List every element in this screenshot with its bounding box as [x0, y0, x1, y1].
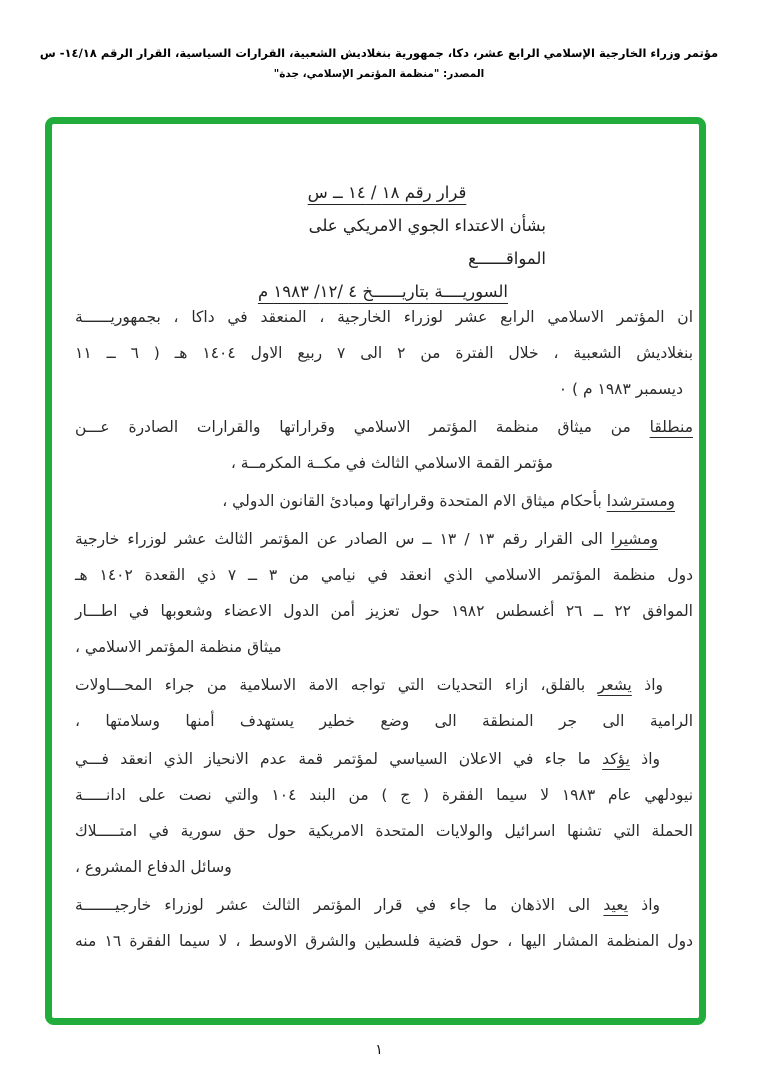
paragraph: [75, 667, 693, 739]
citation-line: مؤتمر وزراء الخارجية الإسلامي الرابع عشر، دكا، جمهورية بنغلاديش الشعبية، القرارات السياسية، القرار الرقم ١٤/١٨- س: [39, 46, 719, 60]
text-line: ديسمبر ١٩٨٣ م ) ٠: [558, 380, 683, 398]
text-line: بنغلاديش الشعبية ، خلال الفترة من ٢ الى ٧ ربيع الاول ١٤٠٤ هـ ( ٦ ــ ١١: [75, 344, 694, 362]
underlined-word: ومشيرا: [610, 530, 659, 548]
underlined-word: يعيد: [603, 896, 629, 914]
resolution-subject-line: بشأن الاعتداء الجوي الامريكي على المواقــــــع: [308, 216, 546, 268]
document-body: [75, 299, 693, 961]
paragraph: [75, 409, 693, 481]
underlined-word: ومسترشدا: [606, 492, 675, 510]
source-line: المصدر: "منظمة المؤتمر الإسلامي، جدة": [273, 68, 485, 80]
paragraph: [75, 741, 693, 885]
resolution-number-line: قرار رقم ١٨ / ١٤ ــ س: [307, 183, 467, 202]
underlined-word: يؤكد: [602, 750, 630, 768]
paragraph: [75, 887, 693, 959]
text-line: الحملة التي تشنها اسرائيل والولايات المتحدة الامريكية حول حق سورية في امتـــــلاك: [75, 822, 693, 840]
underlined-word: يشعر: [597, 676, 632, 694]
text-line: ان المؤتمر الاسلامي الرابع عشر لوزراء الخارجية ، المنعقد في داكا ، بجمهوريــــــة: [75, 308, 693, 326]
underlined-word: منطلقا: [649, 418, 693, 436]
text-line: ومسترشدا بأحكام ميثاق الام المتحدة وقراراتها ومبادئ القانون الدولي ،: [222, 492, 675, 510]
text-line: ومشيرا الى القرار رقم ١٣ / ١٣ ــ س الصادر عن المؤتمر الثالث عشر لوزراء خارجية: [75, 530, 659, 548]
text-line: وسائل الدفاع المشروع ،: [75, 858, 232, 876]
text-line: الرامية الى جر المنطقة الى وضع خطير يستهدف أمنها وسلامتها ،: [75, 712, 693, 730]
text-line: واذ يشعر بالقلق، ازاء التحديات التي تواجه الامة الاسلامية من جراء المحـــاولات: [75, 676, 663, 694]
text-line: منطلقا من ميثاق منظمة المؤتمر الاسلامي وقراراتها والقرارات الصادرة عـــن: [75, 418, 693, 436]
citation-header: [28, 44, 730, 82]
text-line: ميثاق منظمة المؤتمر الاسلامي ،: [75, 638, 282, 656]
paragraph: [75, 483, 693, 519]
text-line: واذ يعيد الى الاذهان ما جاء في قرار المؤتمر الثالث عشر لوزراء خارجيـــــــة: [75, 896, 660, 914]
text-line: دول المنظمة المشار اليها ، حول قضية فلسطين والشرق الاوسط ، لا سيما الفقرة ١٦ منه: [75, 932, 693, 950]
resolution-date-line: السوريــــة بتاريــــــخ ٤ /١٢/ ١٩٨٣ م: [257, 282, 508, 301]
text-line: مؤتمر القمة الاسلامي الثالث في مكــة المكرمــة ،: [230, 454, 553, 472]
paragraph: [75, 521, 693, 665]
resolution-title: [228, 176, 546, 308]
text-line: الموافق ٢٢ ــ ٢٦ أغسطس ١٩٨٢ حول تعزيز أمن الدول الاعضاء وشعوبها في اطـــار: [75, 602, 693, 620]
paragraph: [75, 299, 693, 407]
text-line: نيودلهي عام ١٩٨٣ لا سيما الفقرة ( ج ) من البند ١٠٤ والتي نصت على ادانـــــة: [75, 786, 694, 804]
page-number: ١: [375, 1042, 383, 1058]
text-line: واذ يؤكد ما جاء في الاعلان السياسي لمؤتمر قمة عدم الانحياز الذي انعقد فـــي: [75, 750, 660, 768]
text-line: دول منظمة المؤتمر الاسلامي الذي انعقد في نيامي من ٣ ــ ٧ ذي القعدة ١٤٠٢ هـ: [75, 566, 693, 584]
